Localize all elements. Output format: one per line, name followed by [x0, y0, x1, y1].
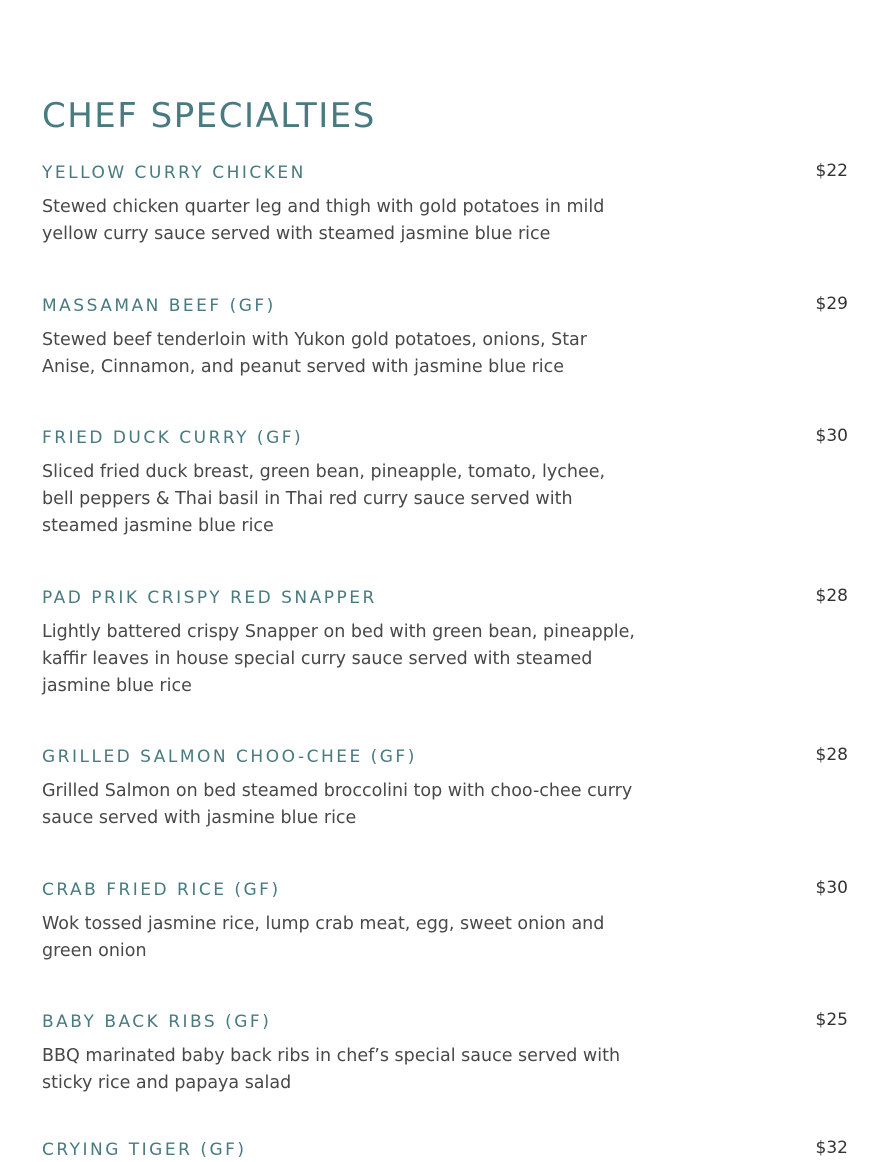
- menu-item-price: $29: [815, 294, 848, 314]
- section-title: CHEF SPECIALTIES: [42, 96, 376, 136]
- menu-item-description: Stewed chicken quarter leg and thigh with gold potatoes in mild yellow curry sauce served with steamed jasmine blue rice: [42, 197, 605, 244]
- menu-item-description: Wok tossed jasmine rice, lump crab meat, egg, sweet onion and green onion: [42, 914, 605, 961]
- menu-item-description: Sliced fried duck breast, green bean, pineapple, tomato, lychee, bell peppers & Thai basil in Thai red curry sauce served with steamed jasmine blue rice: [42, 462, 606, 536]
- menu-item-price: $22: [815, 161, 848, 181]
- menu-item-price: $25: [815, 1010, 848, 1030]
- menu-item-name: GRILLED SALMON CHOO-CHEE (GF): [42, 747, 417, 767]
- menu-item-name: CRYING TIGER (GF): [42, 1140, 247, 1160]
- menu-item-price: $28: [815, 586, 848, 606]
- menu-item-price: $30: [815, 426, 848, 446]
- menu-item-name: PAD PRIK CRISPY RED SNAPPER: [42, 588, 377, 608]
- menu-item-price: $32: [815, 1138, 848, 1158]
- menu-item-description: Grilled Salmon on bed steamed broccolini top with choo-chee curry sauce served with jasmine blue rice: [42, 781, 633, 828]
- menu-item-price: $28: [815, 745, 848, 765]
- menu-item-description: Stewed beef tenderloin with Yukon gold potatoes, onions, Star Anise, Cinnamon, and peanut served with jasmine blue rice: [42, 330, 587, 377]
- menu-item-price: $30: [815, 878, 848, 898]
- menu-item-name: BABY BACK RIBS (GF): [42, 1012, 272, 1032]
- menu-item-name: FRIED DUCK CURRY (GF): [42, 428, 304, 448]
- menu-item-description: BBQ marinated baby back ribs in chef’s special sauce served with sticky rice and papaya salad: [42, 1046, 621, 1093]
- menu-item-name: CRAB FRIED RICE (GF): [42, 880, 281, 900]
- menu-item-description: Lightly battered crispy Snapper on bed with green bean, pineapple, kaffir leaves in house special curry sauce served with steamed jasmine blue rice: [42, 622, 635, 696]
- menu-item-name: YELLOW CURRY CHICKEN: [42, 163, 306, 183]
- menu-item-name: MASSAMAN BEEF (GF): [42, 296, 276, 316]
